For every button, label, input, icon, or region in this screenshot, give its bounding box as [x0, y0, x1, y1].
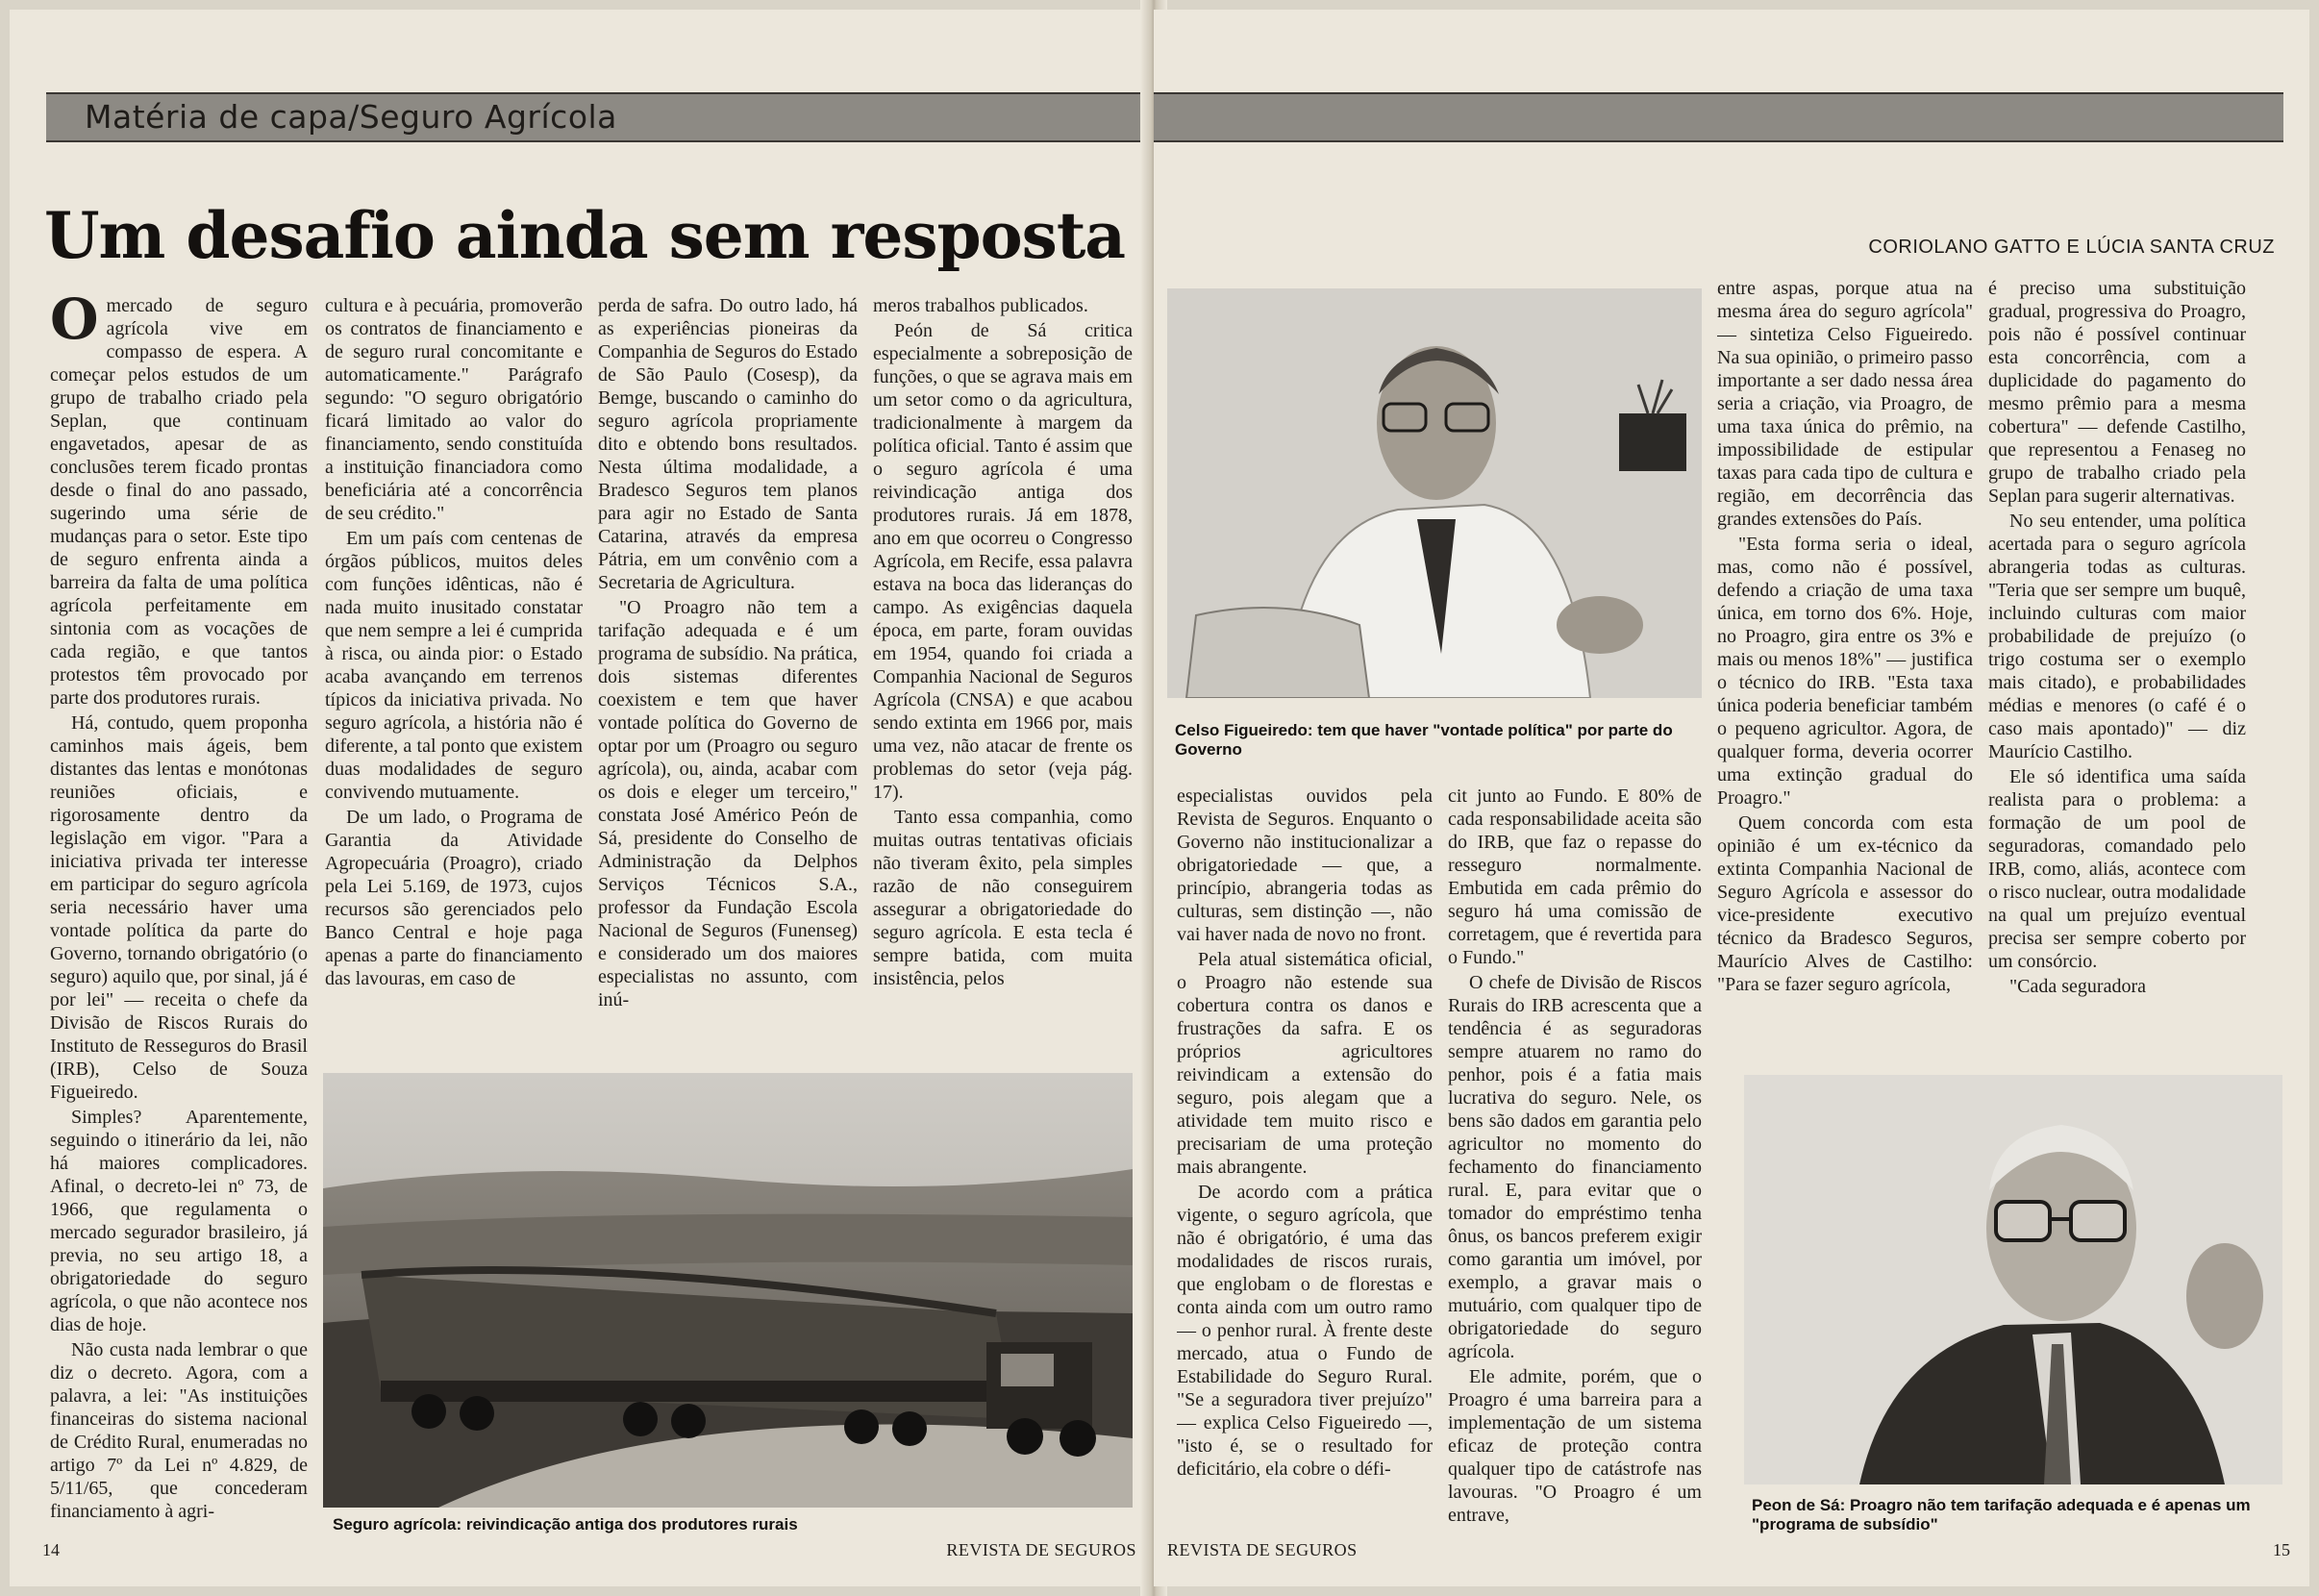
right-page: [1154, 10, 2309, 1586]
drop-cap: O: [50, 294, 99, 352]
truck-photo: [323, 1073, 1133, 1508]
section-band-title: Matéria de capa/Seguro Agrícola: [85, 98, 617, 136]
article-column-1: [50, 294, 308, 1534]
paragraph: cit junto ao Fundo. E 80% de cada responsabilidade aceita são do IRB, que faz o repasse do resseguro normalmente. Embutida em cada prêmio do seguro há uma comissão de corretagem, que é revertida para o Fundo.": [1448, 786, 1702, 968]
paragraph: Pela atual sistemática oficial, o Proagro não estende sua cobertura contra os danos e frustrações da safra. E os próprios agricultores reivindicam a extensão do seguro, pois alegam que a atividade tem muito risco e precisariam de uma proteção mais abrangente.: [1177, 949, 1433, 1178]
paragraph: Simples? Aparentemente, seguindo o itinerário da lei, não há maiores complicadores. Afinal, o decreto-lei nº 73, de 1966, que regulamenta o mercado segurador brasileiro, já previa, no seu artigo 18, a obrigatoriedade do seguro agrícola, o que não acontece nos dias de hoje.: [50, 1107, 308, 1335]
article-column-5: [1177, 785, 1433, 1534]
left-page-number: 14: [42, 1540, 60, 1559]
right-page-number: 15: [2273, 1540, 2290, 1559]
paragraph: especialistas ouvidos pela Revista de Seguros. Enquanto o Governo não institucionalizar a obrigatoriedade — que, a princípio, abrangeria todas as culturas, sem distinção —, não vai haver nada de novo no front.: [1177, 786, 1433, 945]
paragraph: Em um país com centenas de órgãos públicos, muitos deles com funções idênticas, não é nada muito inusitado constatar que nem sempre a lei é cumprida à risca, ou ainda pior: o Estado acaba avançando em terrenos típicos da iniciativa privada. No seguro agrícola, a história não é diferente, a tal ponto que existem duas modalidades de seguro convivendo mutuamente.: [325, 528, 583, 803]
right-footer-title: REVISTA DE SEGUROS: [1167, 1540, 1358, 1559]
paragraph: Não custa nada lembrar o que diz o decreto. Agora, com a palavra, a lei: "As instituições financeiras do sistema nacional de Crédito Rural, enumeradas no artigo 7º da Lei nº 4.829, de 5/11/65, que concederam financiamento à agri-: [50, 1339, 308, 1522]
paragraph: Quem concorda com esta opinião é um ex-técnico da extinta Companhia Nacional de Seguro Agrícola e assessor do vice-presidente executivo técnico da Bradesco Seguros, Maurício Alves de Castilho: "Para se fazer seguro agrícola,: [1717, 812, 1973, 995]
section-band: [46, 92, 1146, 142]
paragraph: Omercado de seguro agrícola vive em compasso de espera. A começar pelos estudos de um grupo de trabalho criado pela Seplan, que continuam engavetados, apesar de as conclusões terem ficado prontas desde o final do ano passado, sugerindo uma série de mudanças para o setor. Este tipo de seguro enfrenta ainda a barreira da falta de uma política agrícola perfeitamente em sintonia com as vocações de cada região, e que tantos protestos têm provocado por parte dos produtores rurais.: [50, 294, 308, 709]
left-page: [10, 10, 1146, 1586]
truck-photo-caption: Seguro agrícola: reivindicação antiga dos produtores rurais: [333, 1515, 798, 1534]
article-column-4: [873, 294, 1133, 1054]
paragraph: perda de safra. Do outro lado, há as experiências pioneiras da Companhia de Seguros do Estado de São Paulo (Cosesp), da Bemge, buscando o caminho do seguro agrícola propriamente dito e obtendo bons resultados. Nesta última modalidade, a Bradesco Seguros tem planos para agir no Estado de Santa Catarina, através da empresa Pátria, em um convênio com a Secretaria de Agricultura.: [598, 295, 858, 593]
article-headline: Um desafio ainda sem resposta: [44, 198, 1126, 273]
paragraph: Peón de Sá critica especialmente a sobreposição de funções, o que se agrava mais em um setor como o da agricultura, tradicionalmente à margem da política oficial. Tanto é assim que o seguro agrícola é uma reivindicação antiga dos produtores rurais. Já em 1878, ano em que ocorreu o Congresso Agrícola, em Recife, essa palavra estava na boca das lideranças do campo. As exigências daquela época, em parte, foram ouvidas em 1954, quando foi criada a Companhia Nacional de Seguros Agrícola (CNSA) e que acabou sendo extinta em 1966 por, mais uma vez, não atacar de frente os problemas do setor (veja pág. 17).: [873, 320, 1133, 803]
paragraph: "O Proagro não tem a tarifação adequada e é um programa de subsídio. Na prática, dois sistemas diferentes coexistem e tem que haver vontade política do Governo de optar por um (Proagro ou seguro agrícola), ou, ainda, acabar com os dois e eleger um terceiro," constata José Américo Peón de Sá, presidente do Conselho de Administração da Delphos Serviços Técnicos S.A., professor da Fundação Escola Nacional de Seguros (Funenseg) e considerado um dos maiores especialistas no assunto, com inú-: [598, 597, 858, 1010]
portrait-illustration-2: [1744, 1075, 2282, 1484]
article-column-2: [325, 294, 583, 1054]
article-column-3: [598, 294, 858, 1054]
truck-illustration: [323, 1073, 1133, 1508]
paragraph: Ele admite, porém, que o Proagro é uma barreira para a implementação de um sistema eficaz de proteção contra qualquer tipo de catástrofe nas lavouras. "O Proagro é um entrave,: [1448, 1366, 1702, 1526]
paragraph: "Esta forma seria o ideal, mas, como não é possível, defendo a criação de uma taxa única, em torno dos 6%. Hoje, no Proagro, gira entre os 3% e mais ou menos 18%" — justifica o técnico do IRB. "Esta taxa única poderia beneficiar também o pequeno agricultor. Agora, de qualquer forma, deveria ocorrer uma extinção gradual do Proagro.": [1717, 534, 1973, 809]
paragraph: cultura e à pecuária, promoverão os contratos de financiamento e de seguro rural concomitante e automaticamente." Parágrafo segundo: "O seguro obrigatório ficará limitado ao valor do financiamento, sendo constituída a instituição financiadora como beneficiária até a concorrência de seu crédito.": [325, 295, 583, 524]
peon-photo: [1744, 1075, 2282, 1484]
paragraph: meros trabalhos publicados.: [873, 295, 1088, 316]
paragraph: "Cada seguradora: [2009, 976, 2146, 997]
paragraph: entre aspas, porque atua na mesma área do seguro agrícola" — sintetiza Celso Figueiredo. Na sua opinião, o primeiro passo importante a ser dado nessa área seria a criação, via Proagro, de uma taxa única do prêmio, na impossibilidade de estipular taxas para cada tipo de cultura e região, em decorrência das grandes extensões do País.: [1717, 278, 1973, 530]
paragraph: O chefe de Divisão de Riscos Rurais do IRB acrescenta que a tendência é as seguradoras sempre atuarem no ramo do penhor, pois é a fatia mais lucrativa do seguro. Nele, os bens são dados em garantia pelo agricultor no momento do fechamento do financiamento rural. E, para evitar que o tomador do empréstimo tenha ônus, os bancos preferem exigir como garantia um imóvel, por exemplo, a gravar mais o mutuário, com qualquer tipo de obrigatoriedade do seguro agrícola.: [1448, 972, 1702, 1362]
paragraph: De acordo com a prática vigente, o seguro agrícola, que não é obrigatório, é uma das modalidades de riscos rurais, que englobam o de florestas e conta ainda com um outro ramo — o penhor rural. À frente deste mercado, atua o Fundo de Estabilidade do Seguro Rural. "Se a seguradora tiver prejuízo" — explica Celso Figueiredo —, "isto é, se o resultado for deficitário, ela cobre o défi-: [1177, 1182, 1433, 1480]
article-column-7: [1717, 277, 1973, 1065]
byline: CORIOLANO GATTO E LÚCIA SANTA CRUZ: [1868, 237, 2275, 258]
peon-photo-caption: Peon de Sá: Proagro não tem tarifação adequada e é apenas um "programa de subsídio": [1752, 1496, 2251, 1534]
paragraph: Há, contudo, quem proponha caminhos mais ágeis, bem distantes das lentas e monótonas reuniões oficiais, e rigorosamente dentro da legislação em vigor. "Para a iniciativa privada ter interesse em participar do seguro agrícola seria necessário haver uma vontade política da parte do Governo, tornando obrigatório (o seguro) aquilo que, por sinal, já é por lei" — receita o chefe da Divisão de Riscos Rurais do Instituto de Resseguros do Brasil (IRB), Celso de Souza Figueiredo.: [50, 712, 308, 1103]
paragraph: é preciso uma substituição gradual, progressiva do Proagro, pois não é possível continuar esta concorrência, com a duplicidade do pagamento do mesmo prêmio para a mesma cobertura" — defende Castilho, que representou a Fenaseg no grupo de trabalho criado pela Seplan para sugerir alternativas.: [1988, 278, 2246, 507]
left-footer-title: REVISTA DE SEGUROS: [946, 1540, 1136, 1559]
paragraph: Tanto essa companhia, como muitas outras tentativas oficiais não tiveram êxito, pela simples razão de não conseguirem assegurar a obrigatoriedade do seguro agrícola. E esta tecla é sempre batida, com muita insistência, pelos: [873, 807, 1133, 989]
section-band-continuation: [1154, 92, 2283, 142]
paragraph: Ele só identifica uma saída realista para o problema: a formação de um pool de seguradoras, comandado pelo IRB, como, aliás, acontece com o risco nuclear, outra modalidade na qual um prejuízo eventual precisa ser sempre coberto por um consórcio.: [1988, 766, 2246, 972]
article-column-6: [1448, 785, 1702, 1534]
celso-photo-caption: Celso Figueiredo: tem que haver "vontade política" por parte do Governo: [1175, 721, 1673, 759]
portrait-illustration: [1167, 288, 1702, 698]
paragraph: No seu entender, uma política acertada para o seguro agrícola abrangeria todas as culturas. "Teria que ser sempre um buquê, incluindo culturas com maior probabilidade de prejuízo (o trigo costuma ser o exemplo mais citado), e probabilidades médias e menores (o café é o caso mais apontado)" — diz Maurício Castilho.: [1988, 511, 2246, 762]
article-column-8: [1988, 277, 2246, 1065]
celso-photo: [1167, 288, 1702, 698]
paragraph: De um lado, o Programa de Garantia da Atividade Agropecuária (Proagro), criado pela Lei 5.169, de 1973, cujos recursos são gerenciados pelo Banco Central e hoje paga apenas a parte do financiamento das lavouras, em caso de: [325, 807, 583, 989]
